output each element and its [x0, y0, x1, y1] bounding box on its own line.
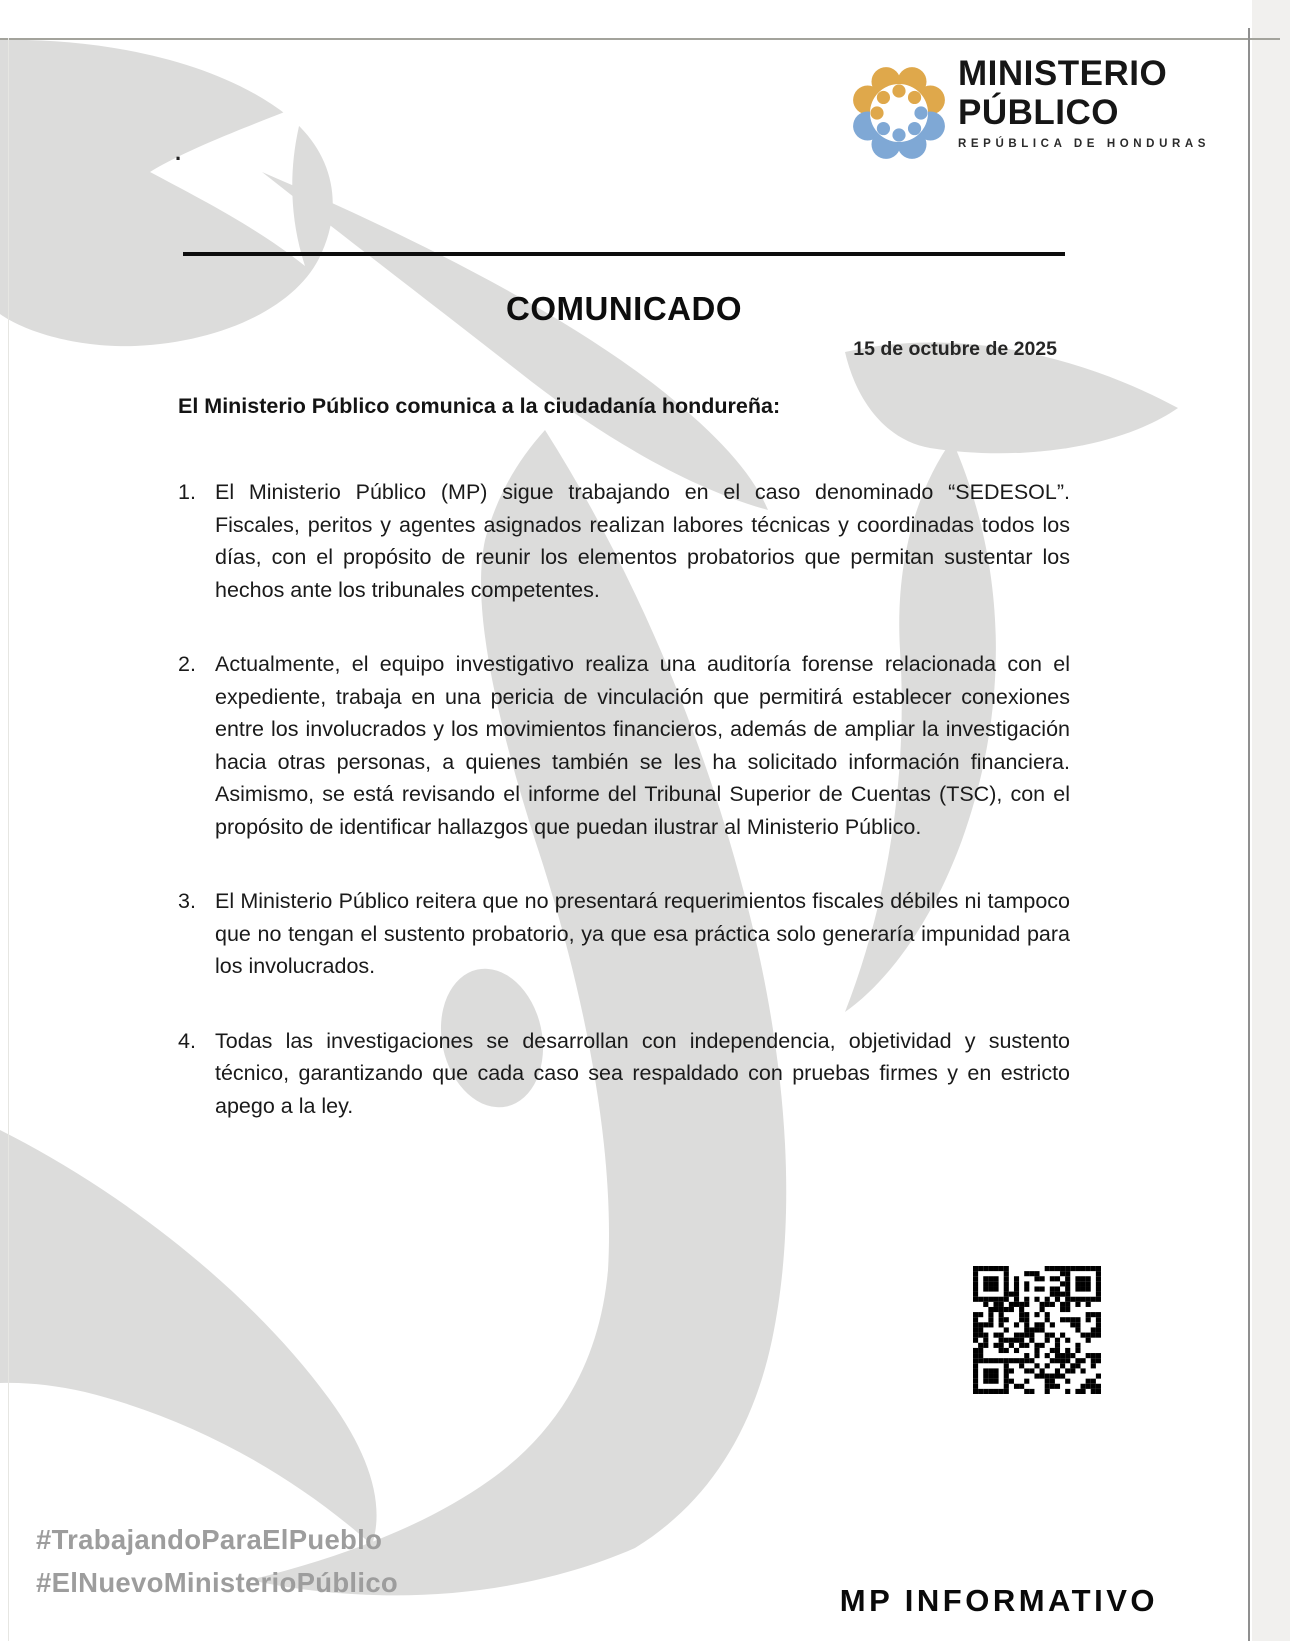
list-item-text: Actualmente, el equipo investigativo realiza una auditoría forense relacionada con el expediente, trabaja en una pericia de vinculación que permitirá establecer conexiones entre los involucrados y los movimientos financieros, además de ampliar la investigación hacia otras personas, a quienes también se les ha solicitado información financiera. Asimismo, se está revisando el informe del Tribunal Superior de Cuentas (TSC), con el propósito de identificar hallazgos que puedan ilustrar al Ministerio Público. [215, 652, 1070, 839]
hashtag-nuevo-mp: #ElNuevoMinisterioPúblico [36, 1567, 399, 1598]
list-item-4 [178, 1025, 1070, 1123]
mp-informativo-brand: MP INFORMATIVO [839, 1583, 1158, 1618]
footer-hashtags [36, 1518, 398, 1604]
logo-text [958, 54, 1211, 150]
list-item-text: El Ministerio Público reitera que no presentará requerimientos fiscales débiles ni tampoco que no tengan el sustento probatorio, ya que esa práctica solo generaría impunidad para los involucrados. [215, 889, 1070, 978]
logo-title-line1: MINISTERIO [958, 54, 1168, 93]
header-divider-rule [183, 252, 1065, 256]
list-item-text: El Ministerio Público (MP) sigue trabajando en el caso denominado “SEDESOL”. Fiscales, peritos y agentes asignados realizan labores técnicas y coordinadas todos los días, con el propósito de reunir los elementos probatorios que permitan sustentar los hechos ante los tribunales competentes. [215, 480, 1070, 602]
document-title: COMUNICADO [506, 290, 742, 327]
ministerio-publico-logo [843, 52, 1211, 172]
document-date: 15 de octubre de 2025 [853, 338, 1057, 360]
list-item-text: Todas las investigaciones se desarrollan con independencia, objetividad y sustento técnico, garantizando que cada caso sea respaldado con pruebas firmes y en estricto apego a la ley. [215, 1028, 1070, 1118]
list-item-2 [178, 648, 1070, 843]
list-item-number: 4. [178, 1028, 196, 1053]
list-item-3 [178, 885, 1070, 983]
list-item-number: 1. [178, 480, 196, 504]
people-circle-emblem-icon [843, 54, 955, 172]
list-item-number: 3. [178, 889, 196, 913]
list-item-1 [178, 476, 1070, 606]
document-intro: El Ministerio Público comunica a la ciudadanía hondureña: [178, 394, 781, 418]
communique-list [178, 476, 1070, 1164]
qr-code [973, 1266, 1101, 1394]
logo-title-line2: PÚBLICO [958, 93, 1119, 132]
stray-period-mark: . [175, 140, 182, 165]
hashtag-trabajando: #TrabajandoParaElPueblo [36, 1524, 383, 1555]
list-item-number: 2. [178, 652, 196, 676]
logo-subtitle: REPÚBLICA DE HONDURAS [958, 138, 1211, 150]
